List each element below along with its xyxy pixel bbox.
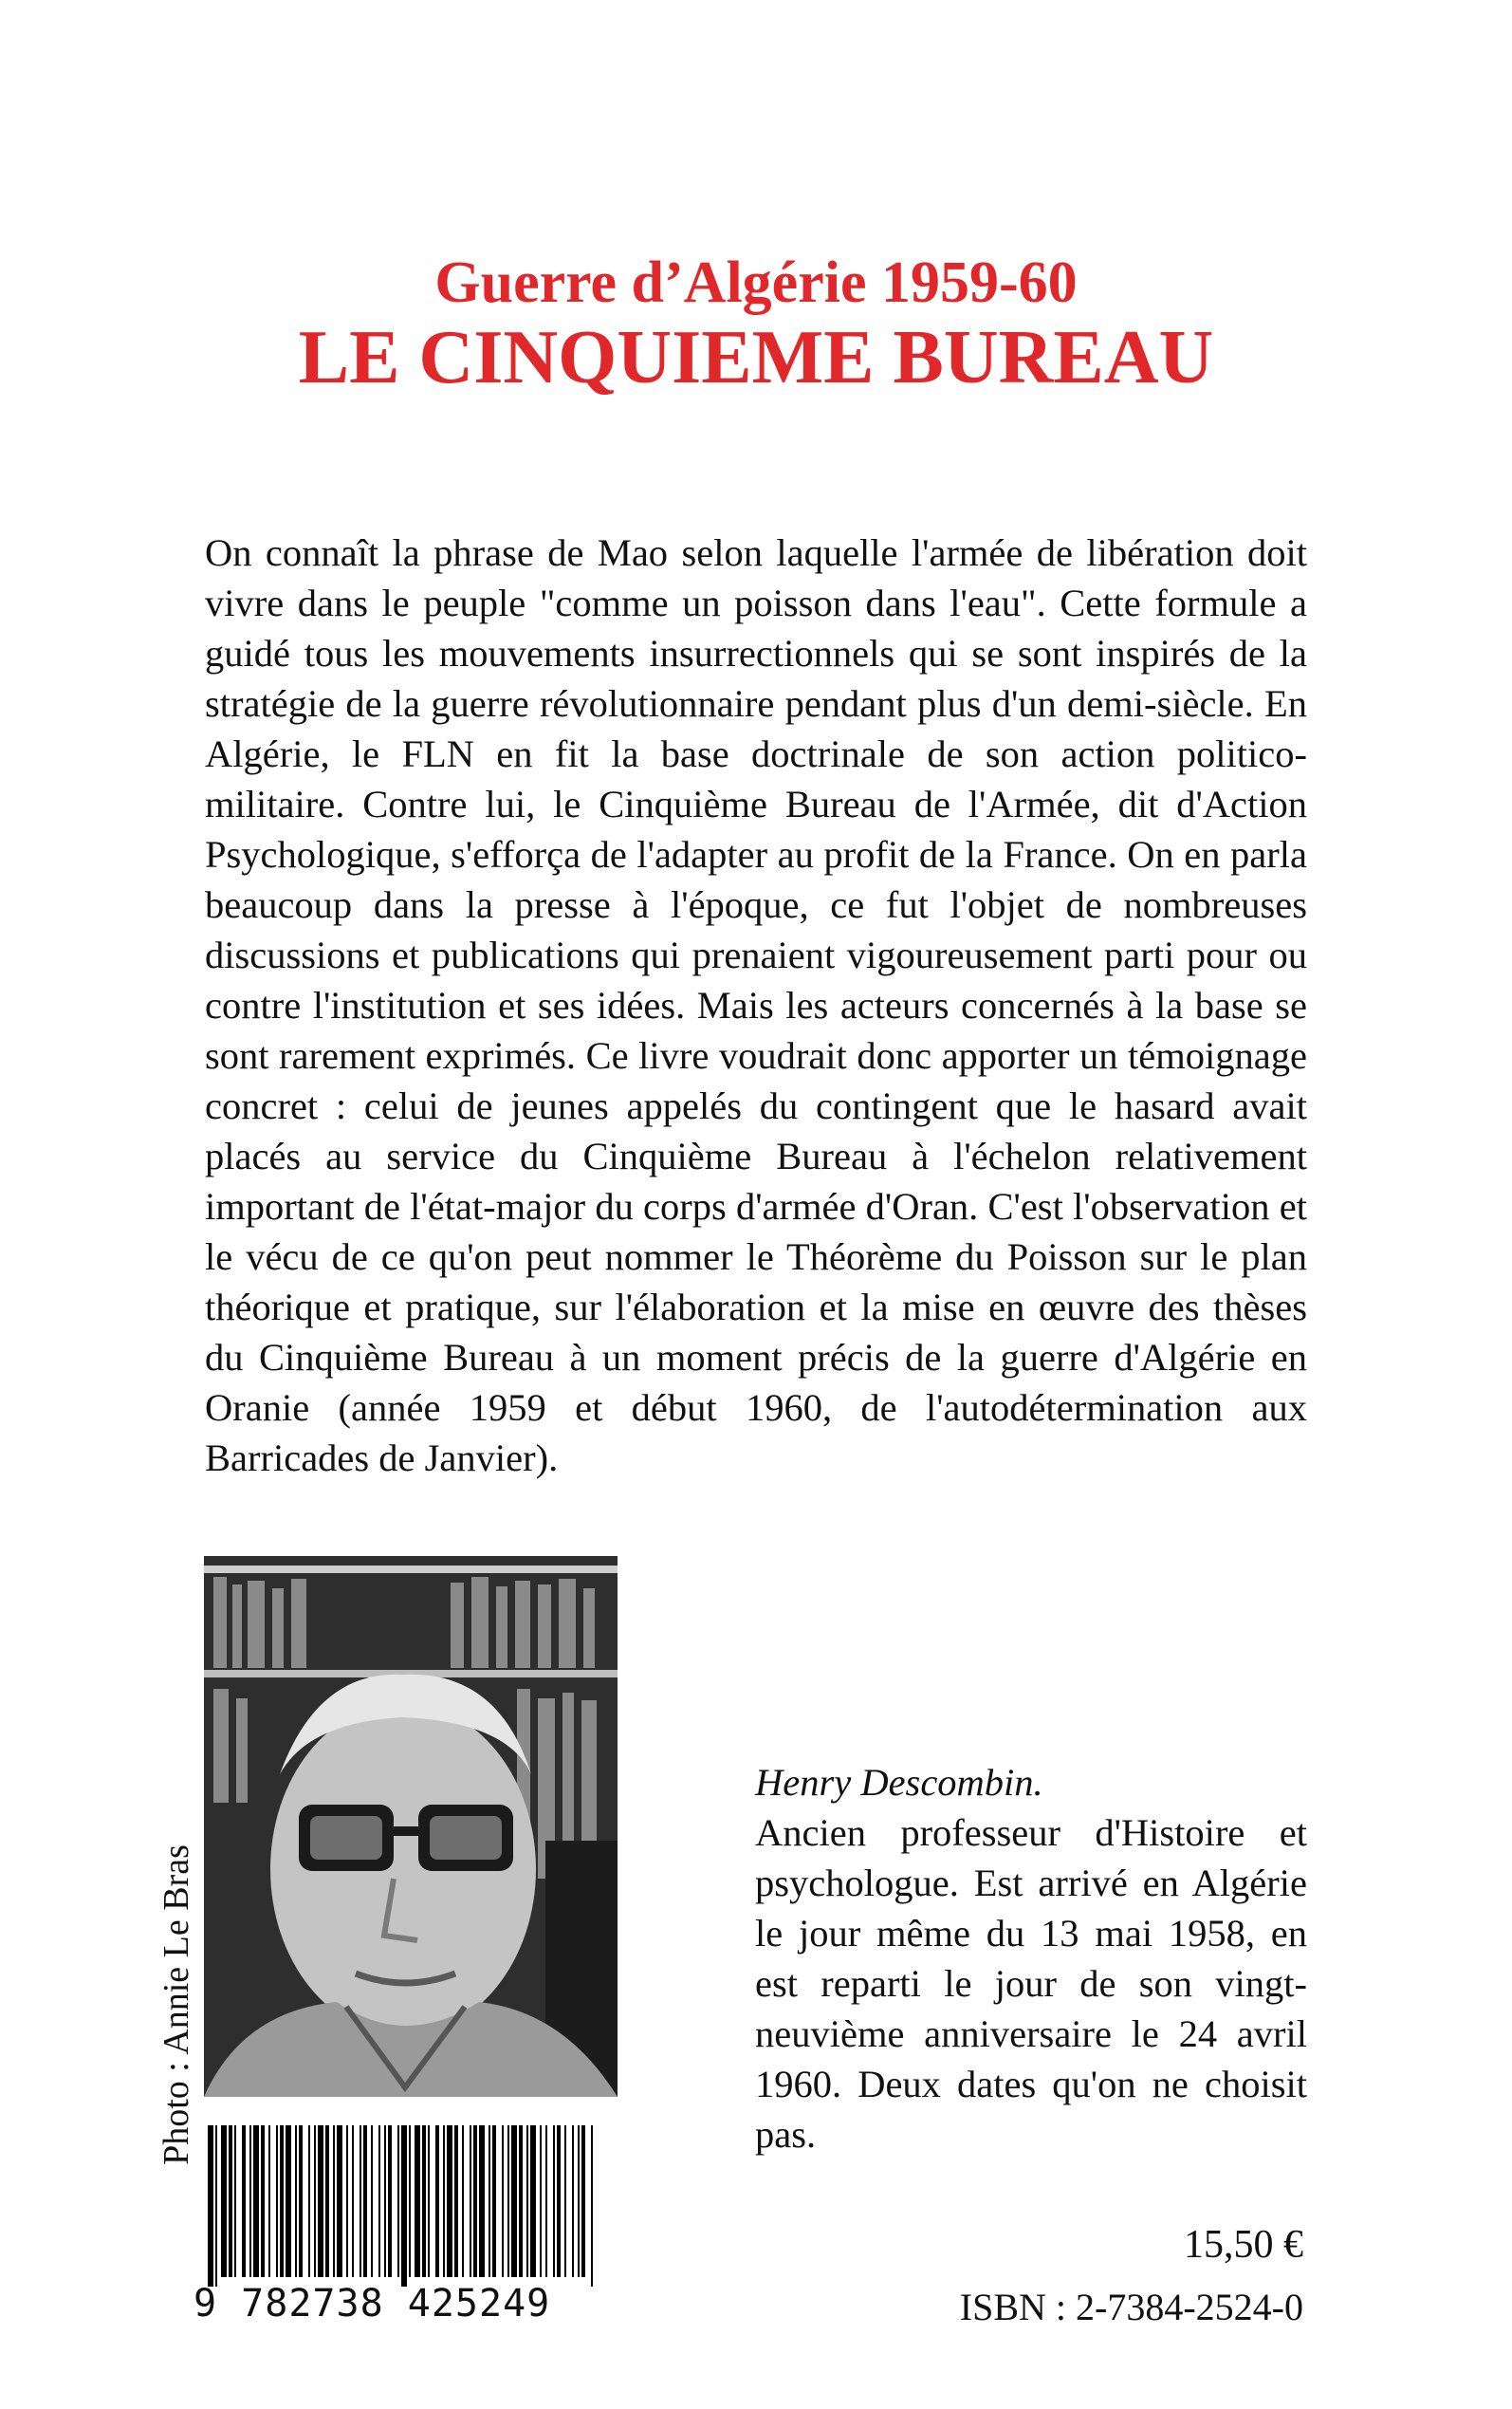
price: 15,50 € xyxy=(1184,2223,1303,2267)
title-block xyxy=(0,249,1512,398)
book-subtitle: Guerre d’Algérie 1959-60 xyxy=(434,250,1078,315)
book-title: LE CINQUIEME BUREAU xyxy=(298,316,1214,399)
author-bio xyxy=(755,1757,1307,2159)
barcode-number: 9 782738 425249 xyxy=(194,2282,551,2326)
photo-credit: Photo : Annie Le Bras xyxy=(157,1844,196,2165)
author-name: Henry Descombin. xyxy=(755,1761,1043,1804)
author-photo xyxy=(204,1556,618,2097)
isbn: ISBN : 2-7384-2524-0 xyxy=(959,2286,1303,2328)
barcode xyxy=(202,2125,600,2287)
back-cover-blurb: On connaît la phrase de Mao selon laquelle l'armée de libération doit vivre dans le peuple "comme un poisson dans l'eau". Cette formule a guidé tous les mouvements insurrectionnels qui se sont inspirés de la stratégie de la guerre révolutionnaire pendant plus d'un demi-siècle. En Algérie, le FLN en fit la base doctrinale de son action politico-militaire. Contre lui, le Cinquième Bureau de l'Armée, dit d'Action Psychologique, s'efforça de l'adapter au profit de la France. On en parla beaucoup dans la presse à l'époque, ce fut l'objet de nombreuses discussions et publications qui prenaient vigoureusement parti pour ou contre l'institution et ses idées. Mais les acteurs concernés à la base se sont rarement exprimés. Ce livre voudrait donc apporter un témoignage concret : celui de jeunes appelés du contingent que le hasard avait placés au service du Cinquième Bureau à l'échelon relativement important de l'état-major du corps d'armée d'Oran. C'est l'observation et le vécu de ce qu'on peut nommer le Théorème du Poisson sur le plan théorique et pratique, sur l'élaboration et la mise en œuvre des thèses du Cinquième Bureau à un moment précis de la guerre d'Algérie en Oranie (année 1959 et début 1960, de l'autodétermination aux Barricades de Janvier). xyxy=(205,531,1307,1479)
author-bio-text: Ancien professeur d'Histoire et psychologue. Est arrivé en Algérie le jour même du 13 mai 1958, en est reparti le jour de son vingt-neuvième anniversaire le 24 avril 1960. Deux dates qu'on ne choisit pas. xyxy=(755,1811,1307,2156)
